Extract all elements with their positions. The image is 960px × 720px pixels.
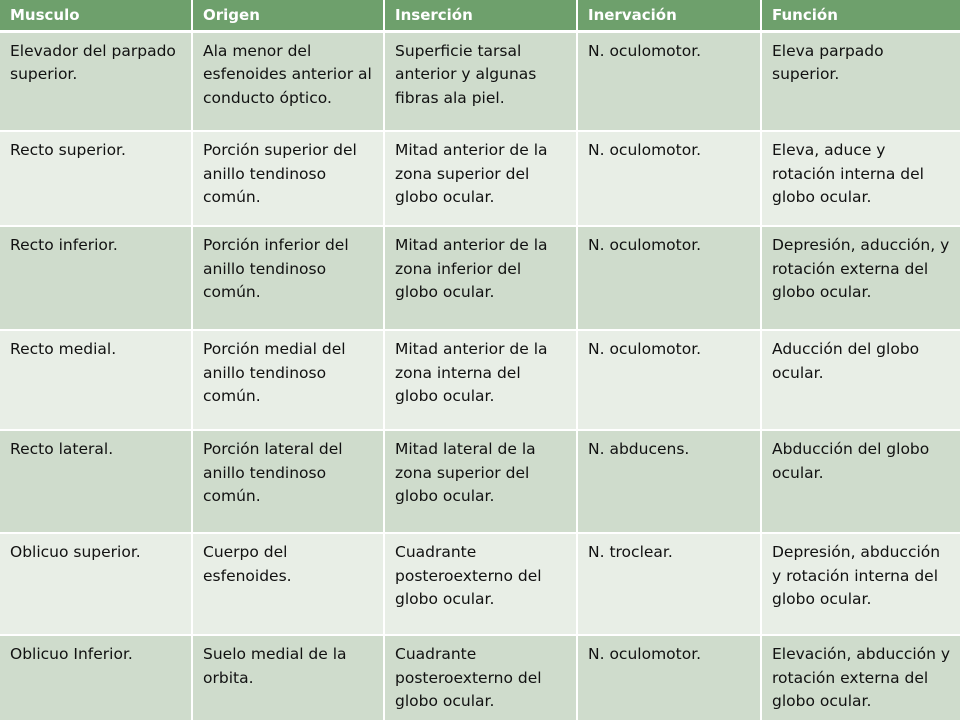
cell-origen: Porción inferior del anillo tendinoso común. xyxy=(192,226,384,330)
cell-inervacion: N. oculomotor. xyxy=(577,31,761,131)
cell-musculo: Recto medial. xyxy=(0,330,192,430)
cell-origen: Porción superior del anillo tendinoso común. xyxy=(192,131,384,226)
cell-insercion: Cuadrante posteroexterno del globo ocular. xyxy=(384,635,577,720)
cell-inervacion: N. troclear. xyxy=(577,533,761,635)
cell-insercion: Mitad anterior de la zona superior del globo ocular. xyxy=(384,131,577,226)
cell-insercion: Mitad anterior de la zona interna del globo ocular. xyxy=(384,330,577,430)
cell-inervacion: N. oculomotor. xyxy=(577,635,761,720)
cell-funcion: Abducción del globo ocular. xyxy=(761,430,960,533)
cell-origen: Porción medial del anillo tendinoso común. xyxy=(192,330,384,430)
header-inervacion: Inervación xyxy=(577,0,761,31)
cell-musculo: Elevador del parpado superior. xyxy=(0,31,192,131)
table-row xyxy=(0,533,960,635)
cell-musculo: Recto inferior. xyxy=(0,226,192,330)
cell-insercion: Cuadrante posteroexterno del globo ocular. xyxy=(384,533,577,635)
cell-funcion: Eleva parpado superior. xyxy=(761,31,960,131)
cell-origen: Porción lateral del anillo tendinoso común. xyxy=(192,430,384,533)
cell-insercion: Superficie tarsal anterior y algunas fibras ala piel. xyxy=(384,31,577,131)
cell-musculo: Oblicuo Inferior. xyxy=(0,635,192,720)
table-row xyxy=(0,31,960,131)
header-musculo: Musculo xyxy=(0,0,192,31)
header-origen: Origen xyxy=(192,0,384,31)
header-insercion: Inserción xyxy=(384,0,577,31)
cell-funcion: Depresión, aducción, y rotación externa del globo ocular. xyxy=(761,226,960,330)
cell-origen: Ala menor del esfenoides anterior al conducto óptico. xyxy=(192,31,384,131)
table-row xyxy=(0,430,960,533)
cell-inervacion: N. abducens. xyxy=(577,430,761,533)
table-row xyxy=(0,226,960,330)
cell-origen: Suelo medial de la orbita. xyxy=(192,635,384,720)
cell-musculo: Recto superior. xyxy=(0,131,192,226)
cell-musculo: Oblicuo superior. xyxy=(0,533,192,635)
cell-insercion: Mitad lateral de la zona superior del globo ocular. xyxy=(384,430,577,533)
cell-funcion: Elevación, abducción y rotación externa del globo ocular. xyxy=(761,635,960,720)
cell-insercion: Mitad anterior de la zona inferior del globo ocular. xyxy=(384,226,577,330)
table-row xyxy=(0,131,960,226)
cell-inervacion: N. oculomotor. xyxy=(577,226,761,330)
cell-inervacion: N. oculomotor. xyxy=(577,330,761,430)
table-row xyxy=(0,635,960,720)
cell-musculo: Recto lateral. xyxy=(0,430,192,533)
cell-funcion: Aducción del globo ocular. xyxy=(761,330,960,430)
cell-inervacion: N. oculomotor. xyxy=(577,131,761,226)
cell-origen: Cuerpo del esfenoides. xyxy=(192,533,384,635)
table-header-row xyxy=(0,0,960,31)
cell-funcion: Depresión, abducción y rotación interna del globo ocular. xyxy=(761,533,960,635)
table-row xyxy=(0,330,960,430)
cell-funcion: Eleva, aduce y rotación interna del globo ocular. xyxy=(761,131,960,226)
header-funcion: Función xyxy=(761,0,960,31)
